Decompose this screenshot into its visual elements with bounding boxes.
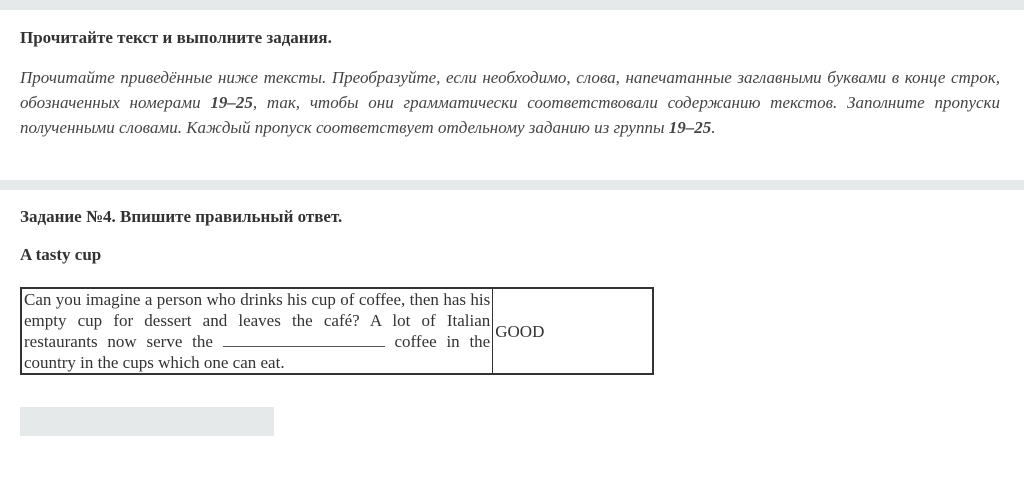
task-title: Задание №4. Впишите правильный ответ. — [20, 207, 343, 226]
section-title: Прочитайте текст и выполните задания. — [20, 28, 332, 47]
instructions-text — [20, 65, 1000, 140]
text-title: A tasty cup — [20, 245, 102, 264]
table-row — [21, 288, 653, 374]
instructions-range1: 19–25 — [210, 93, 253, 112]
gap-blank — [223, 332, 385, 347]
task-section — [0, 190, 1024, 482]
passage-after: coffee in the country in the cups which one can eat. — [24, 332, 491, 372]
instructions-part1: Прочитайте приведённые ниже тексты. Преобразуйте, если необходимо, слова, напечатанные заглавными буквами в конце строк, обозначенных номерами — [20, 68, 1000, 112]
top-divider — [0, 0, 1024, 10]
passage-before: Can you imagine a person who drinks his cup of coffee, then has his empty cup for dessert and leaves the café? A lot of Italian restaurants now serve the — [24, 290, 491, 351]
instructions-section — [0, 10, 1024, 180]
answer-input[interactable] — [20, 407, 274, 436]
passage-cell — [21, 288, 493, 374]
instructions-part2: , так, чтобы они грамматически соответствовали содержанию текстов. Заполните пропуски полученными словами. Каждый пропуск соответствует отдельному заданию из группы — [20, 93, 1000, 137]
middle-divider — [0, 180, 1024, 190]
keyword-cell: GOOD — [493, 288, 653, 374]
task-table — [20, 287, 654, 375]
instructions-range2: 19–25 — [668, 118, 712, 137]
instructions-part3: . — [711, 118, 716, 137]
